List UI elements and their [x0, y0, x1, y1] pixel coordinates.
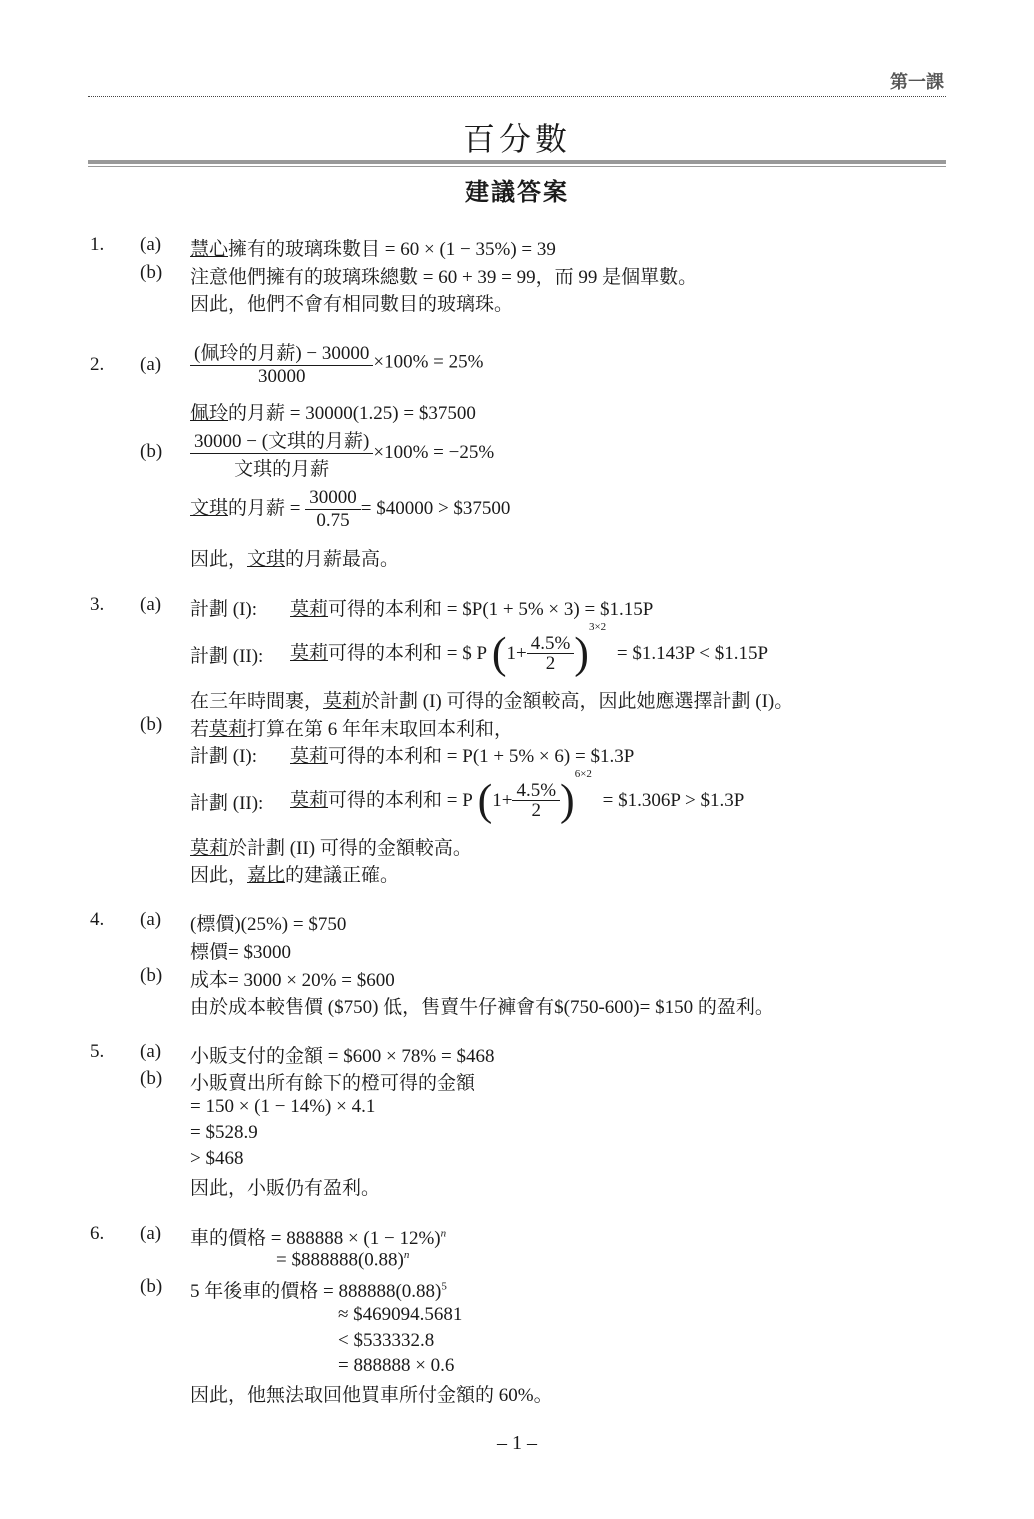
- answer-line: 因此，他無法取回他買車所付金額的 60%。: [190, 1385, 553, 1406]
- denominator: 0.75: [316, 510, 350, 531]
- answer-line: (標價)(25%) = $750: [190, 914, 347, 935]
- fraction: [527, 634, 575, 673]
- answer-line: 小販支付的金額 = $600 × 78% = $468: [190, 1046, 495, 1067]
- equation-text: 可得的本利和: [328, 790, 443, 812]
- plan-label: 計劃 (II):: [190, 646, 264, 667]
- answer-text: 打算在第 6 年年末取回本利和，: [247, 719, 514, 740]
- part-label: (a): [140, 234, 162, 255]
- denominator: 2: [531, 800, 541, 822]
- part-label: (a): [140, 1041, 162, 1062]
- question-number: 6.: [90, 1223, 105, 1244]
- equation-text: 的月薪 =: [228, 497, 301, 519]
- fraction-equation: [190, 338, 483, 388]
- equation-text: 5 年後車的價格 = 888888(0.88): [190, 1281, 442, 1302]
- part-label: (b): [140, 1068, 163, 1089]
- answer-line: = $528.9: [190, 1122, 258, 1143]
- answer-line: 注意他們擁有的玻璃珠總數 = 60 + 39 = 99，而 99 是個單數。: [190, 267, 698, 288]
- equation-line: [190, 1276, 447, 1303]
- answer-text: 若: [190, 719, 210, 740]
- right-paren: ): [560, 775, 575, 825]
- answer-line: 因此，他們不會有相同數目的玻璃珠。: [190, 294, 514, 315]
- person-name: 莫莉: [323, 691, 362, 712]
- answer-text: 的建議正確。: [285, 865, 400, 886]
- left-paren: (: [491, 628, 507, 678]
- fraction-equation: [190, 487, 510, 532]
- equation-tail: ×100% = −25%: [373, 441, 495, 463]
- plan-label: 計劃 (II):: [190, 793, 264, 814]
- answer-line: 成本= 3000 × 20% = $600: [190, 970, 395, 991]
- numerator: 30000: [305, 487, 361, 510]
- equation-line: [290, 594, 653, 621]
- equation-tail: = $40000 > $37500: [360, 497, 511, 519]
- answer-text: 於計劃 (II) 可得的金額較高。: [228, 838, 472, 859]
- title-rule: [88, 160, 946, 164]
- page-number: – 1 –: [497, 1432, 537, 1454]
- numerator: (佩玲的月薪) − 30000: [190, 338, 373, 366]
- part-label: (a): [140, 1223, 162, 1244]
- denominator: 30000: [257, 366, 306, 387]
- equation-text: = P(1 + 5% × 6) = $1.3P: [446, 746, 635, 767]
- equation-line: [276, 1249, 409, 1271]
- person-name: 佩玲: [190, 403, 229, 424]
- exponent: n: [403, 1249, 410, 1261]
- answer-line: [190, 714, 513, 741]
- lesson-label: 第一課: [890, 72, 944, 93]
- equation-text: = $1.306P > $1.3P: [602, 790, 745, 812]
- fraction-equation: [190, 426, 494, 481]
- fraction: [305, 487, 361, 532]
- question-number: 5.: [90, 1041, 105, 1062]
- person-name: 慧心: [190, 239, 229, 260]
- left-paren: (: [477, 775, 493, 825]
- denominator: 2: [545, 653, 556, 675]
- exponent: 6×2: [574, 768, 592, 780]
- answer-line: 小販賣出所有餘下的橙可得的金額: [190, 1073, 476, 1094]
- header-divider: [88, 96, 946, 97]
- part-label: (b): [140, 262, 163, 283]
- part-label: (b): [140, 714, 163, 735]
- answer-line: > $468: [190, 1148, 244, 1169]
- part-label: (a): [140, 594, 162, 615]
- answer-text: 擁有的玻璃珠數目 = 60 × (1 − 35%) = 39: [228, 239, 556, 260]
- question-number: 4.: [90, 909, 105, 930]
- exponent: 3×2: [588, 621, 607, 633]
- person-name: 莫莉: [290, 790, 329, 812]
- equation-text: 可得的本利和: [328, 746, 443, 767]
- answer-line: [190, 686, 793, 713]
- numerator: 4.5%: [512, 781, 560, 801]
- numerator: 4.5%: [527, 634, 575, 654]
- answer-text: 因此，: [190, 549, 248, 570]
- person-name: 莫莉: [290, 599, 329, 620]
- person-name: 莫莉: [190, 838, 229, 859]
- fraction: [512, 781, 560, 820]
- exponent: n: [440, 1227, 447, 1240]
- equation-text: = $P(1 + 5% × 3) = $1.15P: [446, 599, 654, 620]
- equation-line: [290, 769, 744, 823]
- equation-text: = P: [446, 790, 473, 812]
- equation-line: [290, 741, 634, 768]
- equation-line: = 888888 × 0.6: [338, 1355, 455, 1376]
- equation-text: 可得的本利和: [328, 599, 443, 620]
- right-paren: ): [574, 628, 589, 678]
- equation-text: = $888888(0.88): [276, 1249, 404, 1271]
- equation-text: 車的價格 = 888888 × (1 − 12%): [190, 1228, 441, 1249]
- denominator: 文琪的月薪: [234, 459, 330, 480]
- person-name: 莫莉: [209, 719, 248, 740]
- answer-text: 因此，: [190, 865, 248, 886]
- person-name: 莫莉: [290, 643, 329, 665]
- equation-text: 1+: [506, 643, 527, 665]
- answer-text: 於計劃 (I) 可得的金額較高，因此她應選擇計劃 (I)。: [361, 691, 794, 712]
- answer-line: 標價= $3000: [190, 942, 291, 963]
- title-rule-thin: [88, 166, 946, 167]
- part-label: (b): [140, 1276, 163, 1297]
- exponent: 5: [441, 1280, 447, 1293]
- answer-line: [190, 398, 476, 425]
- equation-line: ≈ $469094.5681: [338, 1304, 463, 1325]
- plan-label: 計劃 (I):: [190, 746, 258, 767]
- person-name: 文琪: [190, 497, 229, 519]
- part-label: (a): [140, 354, 162, 375]
- answer-text: 在三年時間裹，: [190, 691, 324, 712]
- fraction: [190, 338, 373, 388]
- answer-line: 因此，小販仍有盈利。: [190, 1178, 381, 1199]
- equation-line: [290, 622, 768, 676]
- equation-text: 1+: [492, 790, 513, 812]
- question-number: 3.: [90, 594, 105, 615]
- equation-line: < $533332.8: [338, 1330, 435, 1351]
- fraction: [190, 426, 373, 481]
- answer-line: [190, 860, 399, 887]
- answer-line: [190, 234, 556, 261]
- answer-text: 的月薪 = 30000(1.25) = $37500: [228, 403, 476, 424]
- equation-text: = $ P: [446, 643, 488, 665]
- person-name: 莫莉: [290, 746, 329, 767]
- answer-line: 由於成本較售價 ($750) 低，售賣牛仔褲會有$(750-600)= $150 的盈利。: [190, 997, 774, 1018]
- answer-line: = 150 × (1 − 14%) × 4.1: [190, 1096, 376, 1117]
- equation-text: 可得的本利和: [328, 643, 443, 665]
- equation-tail: ×100% = 25%: [373, 351, 484, 373]
- answer-line: [190, 544, 399, 571]
- person-name: 文琪: [247, 549, 286, 570]
- answer-line: [190, 833, 472, 860]
- person-name: 嘉比: [247, 865, 286, 886]
- answer-text: 的月薪最高。: [285, 549, 400, 570]
- part-label: (b): [140, 965, 163, 986]
- page-subtitle: 建議答案: [465, 178, 569, 206]
- equation-text: = $1.143P < $1.15P: [616, 643, 769, 665]
- question-number: 1.: [90, 234, 105, 255]
- plan-label: 計劃 (I):: [190, 599, 258, 620]
- equation-line: [190, 1223, 446, 1250]
- part-label: (a): [140, 909, 162, 930]
- question-number: 2.: [90, 354, 105, 375]
- numerator: 30000 − (文琪的月薪): [190, 426, 373, 454]
- page-title: 百分數: [462, 120, 571, 158]
- part-label: (b): [140, 441, 163, 462]
